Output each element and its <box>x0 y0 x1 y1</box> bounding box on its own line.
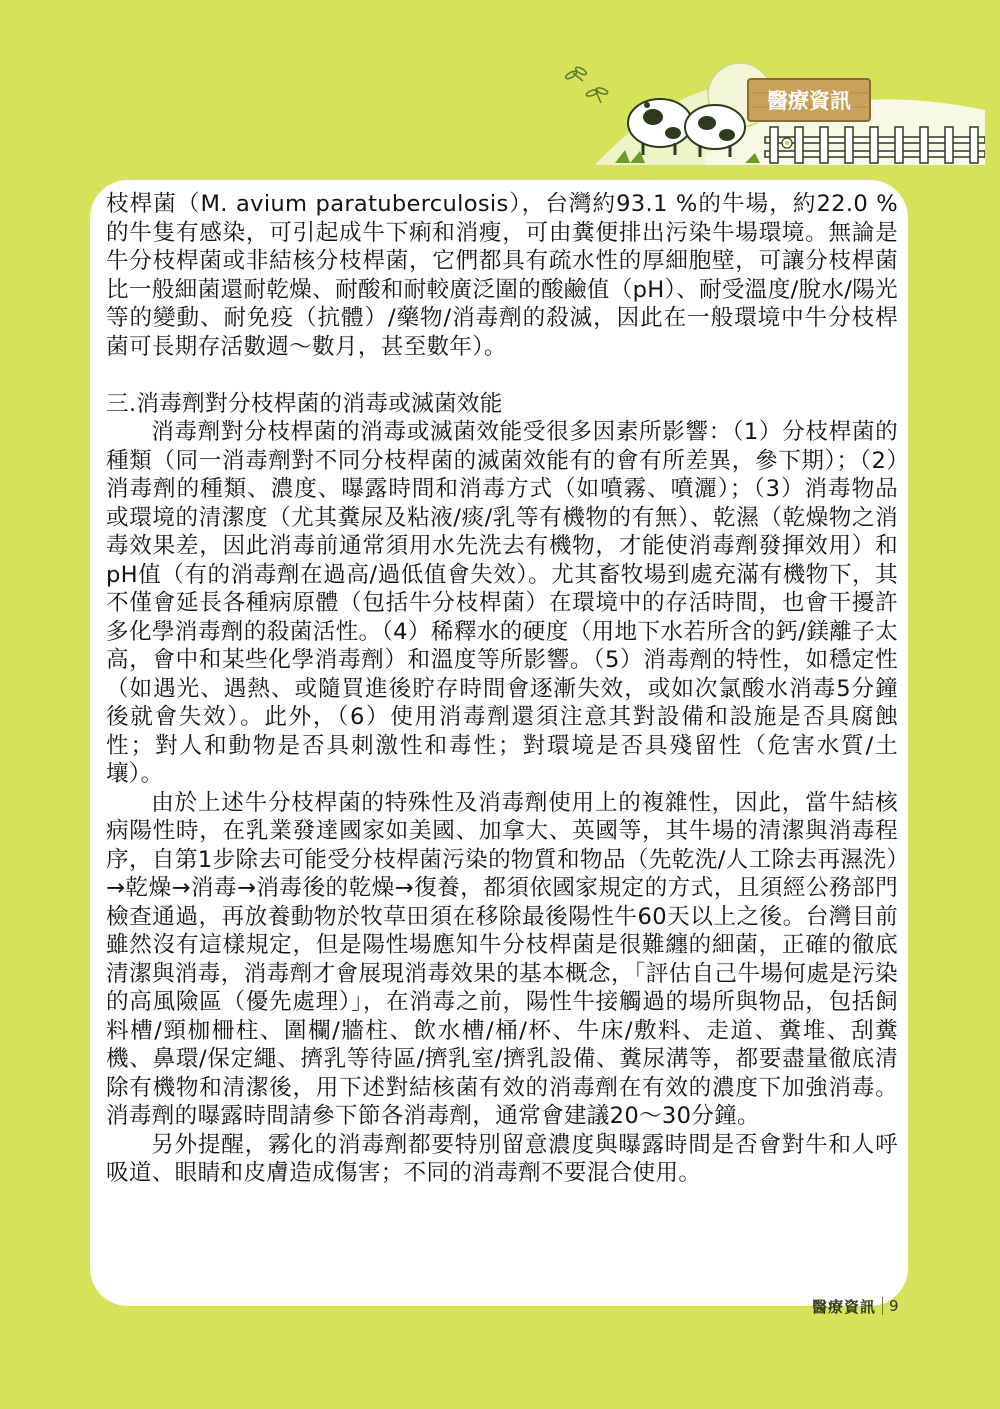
dragonfly-icon <box>565 66 588 81</box>
paragraph: 枝桿菌（M. avium paratuberculosis），台灣約93.1 %的牛場，約22.0 %的牛隻有感染，可引起成牛下痢和消瘦，可由糞便排出污染牛場環境。無論是牛分枝桿菌或非結核分枝桿菌，它們都具有疏水性的厚細胞壁，可讓分枝桿菌比一般細菌還耐乾燥、耐酸和耐較廣泛圍的酸鹼值（pH）、耐受溫度/脫水/陽光等的變動、耐免疫（抗體）/藥物/消毒劑的殺滅，因此在一般環境中牛分枝桿菌可長期存活數週～數月，甚至數年）。 <box>106 191 898 360</box>
footer-divider <box>882 1297 883 1315</box>
paragraph: 消毒劑對分枝桿菌的消毒或滅菌效能受很多因素所影響：（1）分枝桿菌的種類（同一消毒劑對不同分枝桿菌的滅菌效能有的會有所差異，參下期）；（2）消毒劑的種類、濃度、曝露時間和消毒方式（如噴霧、噴灑）；（3）消毒物品或環境的清潔度（尤其糞尿及粘液/痰/乳等有機物的有無）、乾濕（乾燥物之消毒效果差，因此消毒前通常須用水先洗去有機物，才能使消毒劑發揮效用）和pH值（有的消毒劑在過高/過低值會失效）。尤其畜牧場到處充滿有機物下，其不僅會延長各種病原體（包括牛分枝桿菌）在環境中的存活時間，也會干擾許多化學消毒劑的殺菌活性。（4）稀釋水的硬度（用地下水若所含的鈣/鎂離子太高，會中和某些化學消毒劑）和溫度等所影響。（5）消毒劑的特性，如穩定性（如遇光、遇熱、或隨買進後貯存時間會逐漸失效，或如次氯酸水消毒5分鐘後就會失效）。此外，（6）使用消毒劑還須注意其對設備和設施是否具腐蝕性；對人和動物是否具刺激性和毒性；對環境是否具殘留性（危害水質/土壤）。 <box>106 419 898 787</box>
paragraph: 由於上述牛分枝桿菌的特殊性及消毒劑使用上的複雜性，因此，當牛結核病陽性時，在乳業發達國家如美國、加拿大、英國等，其牛場的清潔與消毒程序，自第1步除去可能受分枝桿菌污染的物質和物品（先乾洗/人工除去再濕洗）→乾燥→消毒→消毒後的乾燥→復養，都須依國家規定的方式，且須經公務部門檢查通過，再放養動物於牧草田須在移除最後陽性牛60天以上之後。台灣目前雖然沒有這樣規定，但是陽性場應知牛分枝桿菌是很難纏的細菌，正確的徹底清潔與消毒，消毒劑才會展現消毒效果的基本概念，「評估自己牛場何處是污染的高風險區（優先處理）」，在消毒之前，陽性牛接觸過的場所與物品，包括飼料槽/頸枷柵柱、圍欄/牆柱、飲水槽/桶/杯、牛床/敷料、走道、糞堆、刮糞機、鼻環/保定繩、擠乳等待區/擠乳室/擠乳設備、糞尿溝等，都要盡量徹底清除有機物和清潔後，用下述對結核菌有效的消毒劑在有效的濃度下加強消毒。消毒劑的曝露時間請參下節各消毒劑，通常會建議20～30分鐘。 <box>106 789 898 1129</box>
paragraph: 另外提醒，霧化的消毒劑都要特別留意濃度與曝露時間是否會對牛和人呼吸道、眼睛和皮膚造成傷害；不同的消毒劑不要混合使用。 <box>106 1131 898 1186</box>
section-badge <box>748 79 870 121</box>
article-body <box>106 190 898 1188</box>
page-number: 9 <box>889 1297 899 1315</box>
dragonfly-icon <box>586 87 609 103</box>
badge-label: 醫療資訊 <box>767 89 851 113</box>
fence-illustration <box>765 127 985 163</box>
header-illustration <box>555 55 985 170</box>
page-footer <box>812 1292 899 1320</box>
section-heading: 三.消毒劑對分枝桿菌的消毒或滅菌效能 <box>106 390 503 417</box>
footer-section-title: 醫療資訊 <box>812 1297 877 1316</box>
flower-icon <box>782 138 792 148</box>
